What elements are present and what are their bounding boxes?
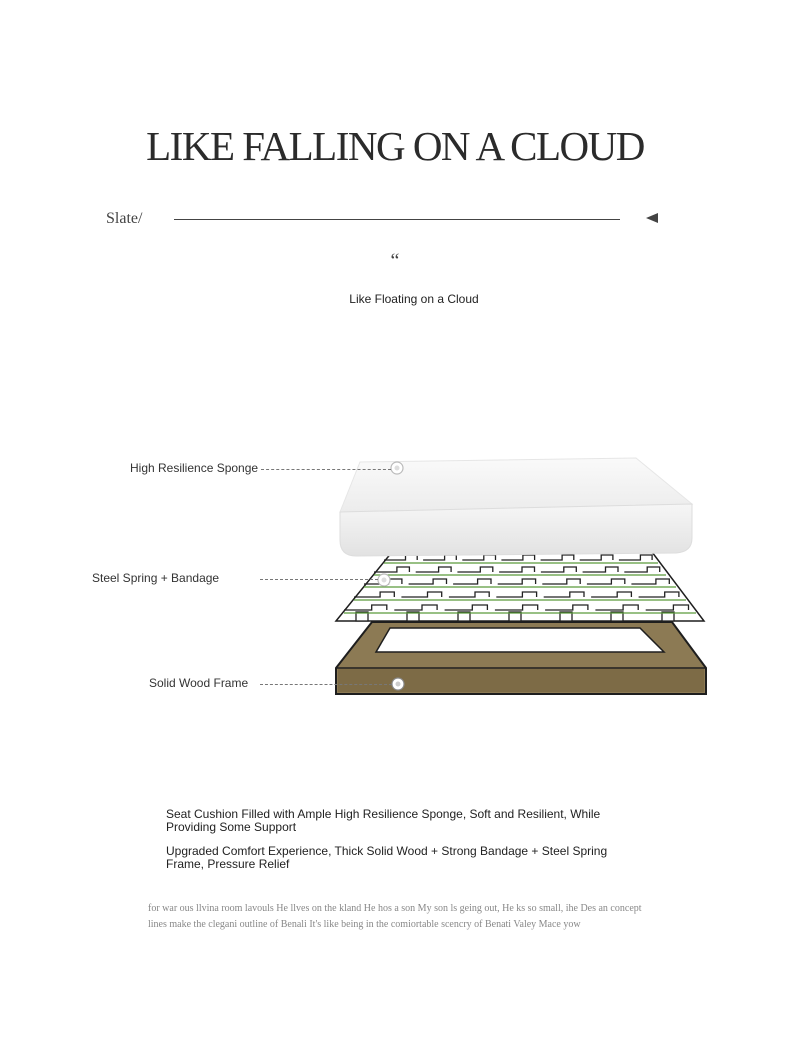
quote-mark: “	[390, 250, 400, 272]
description-paragraph-2: Upgraded Comfort Experience, Thick Solid Wood + Strong Bandage + Steel Spring Frame, Pressure Relief	[166, 844, 608, 871]
page-subtitle: Like Floating on a Cloud	[349, 292, 479, 306]
callout-label-wood: Solid Wood Frame	[149, 676, 249, 690]
callout-line-spring	[260, 579, 378, 580]
fine-print: for war ous llvina room lavouls He llves on the kland He hos a son My son ls geing out, He ks so small, ihe Des an concept lines make the clegani outline of Benali It's like being in the comiortable scencry of Benati Valey Mace yow	[148, 903, 642, 930]
callout-label-sponge: High Resilience Sponge	[130, 461, 259, 475]
page-title: LIKE FALLING ON A CLOUD	[146, 123, 644, 169]
callout-line-sponge	[261, 469, 391, 470]
brand-name: Slate/	[106, 210, 143, 227]
callout-label-spring: Steel Spring + Bandage	[92, 571, 220, 585]
spring-grid-layer	[336, 552, 704, 621]
description-paragraph-1: Seat Cushion Filled with Ample High Resilience Sponge, Soft and Resilient, While Providing Some Support	[166, 807, 601, 834]
callout-line-wood	[260, 684, 392, 685]
